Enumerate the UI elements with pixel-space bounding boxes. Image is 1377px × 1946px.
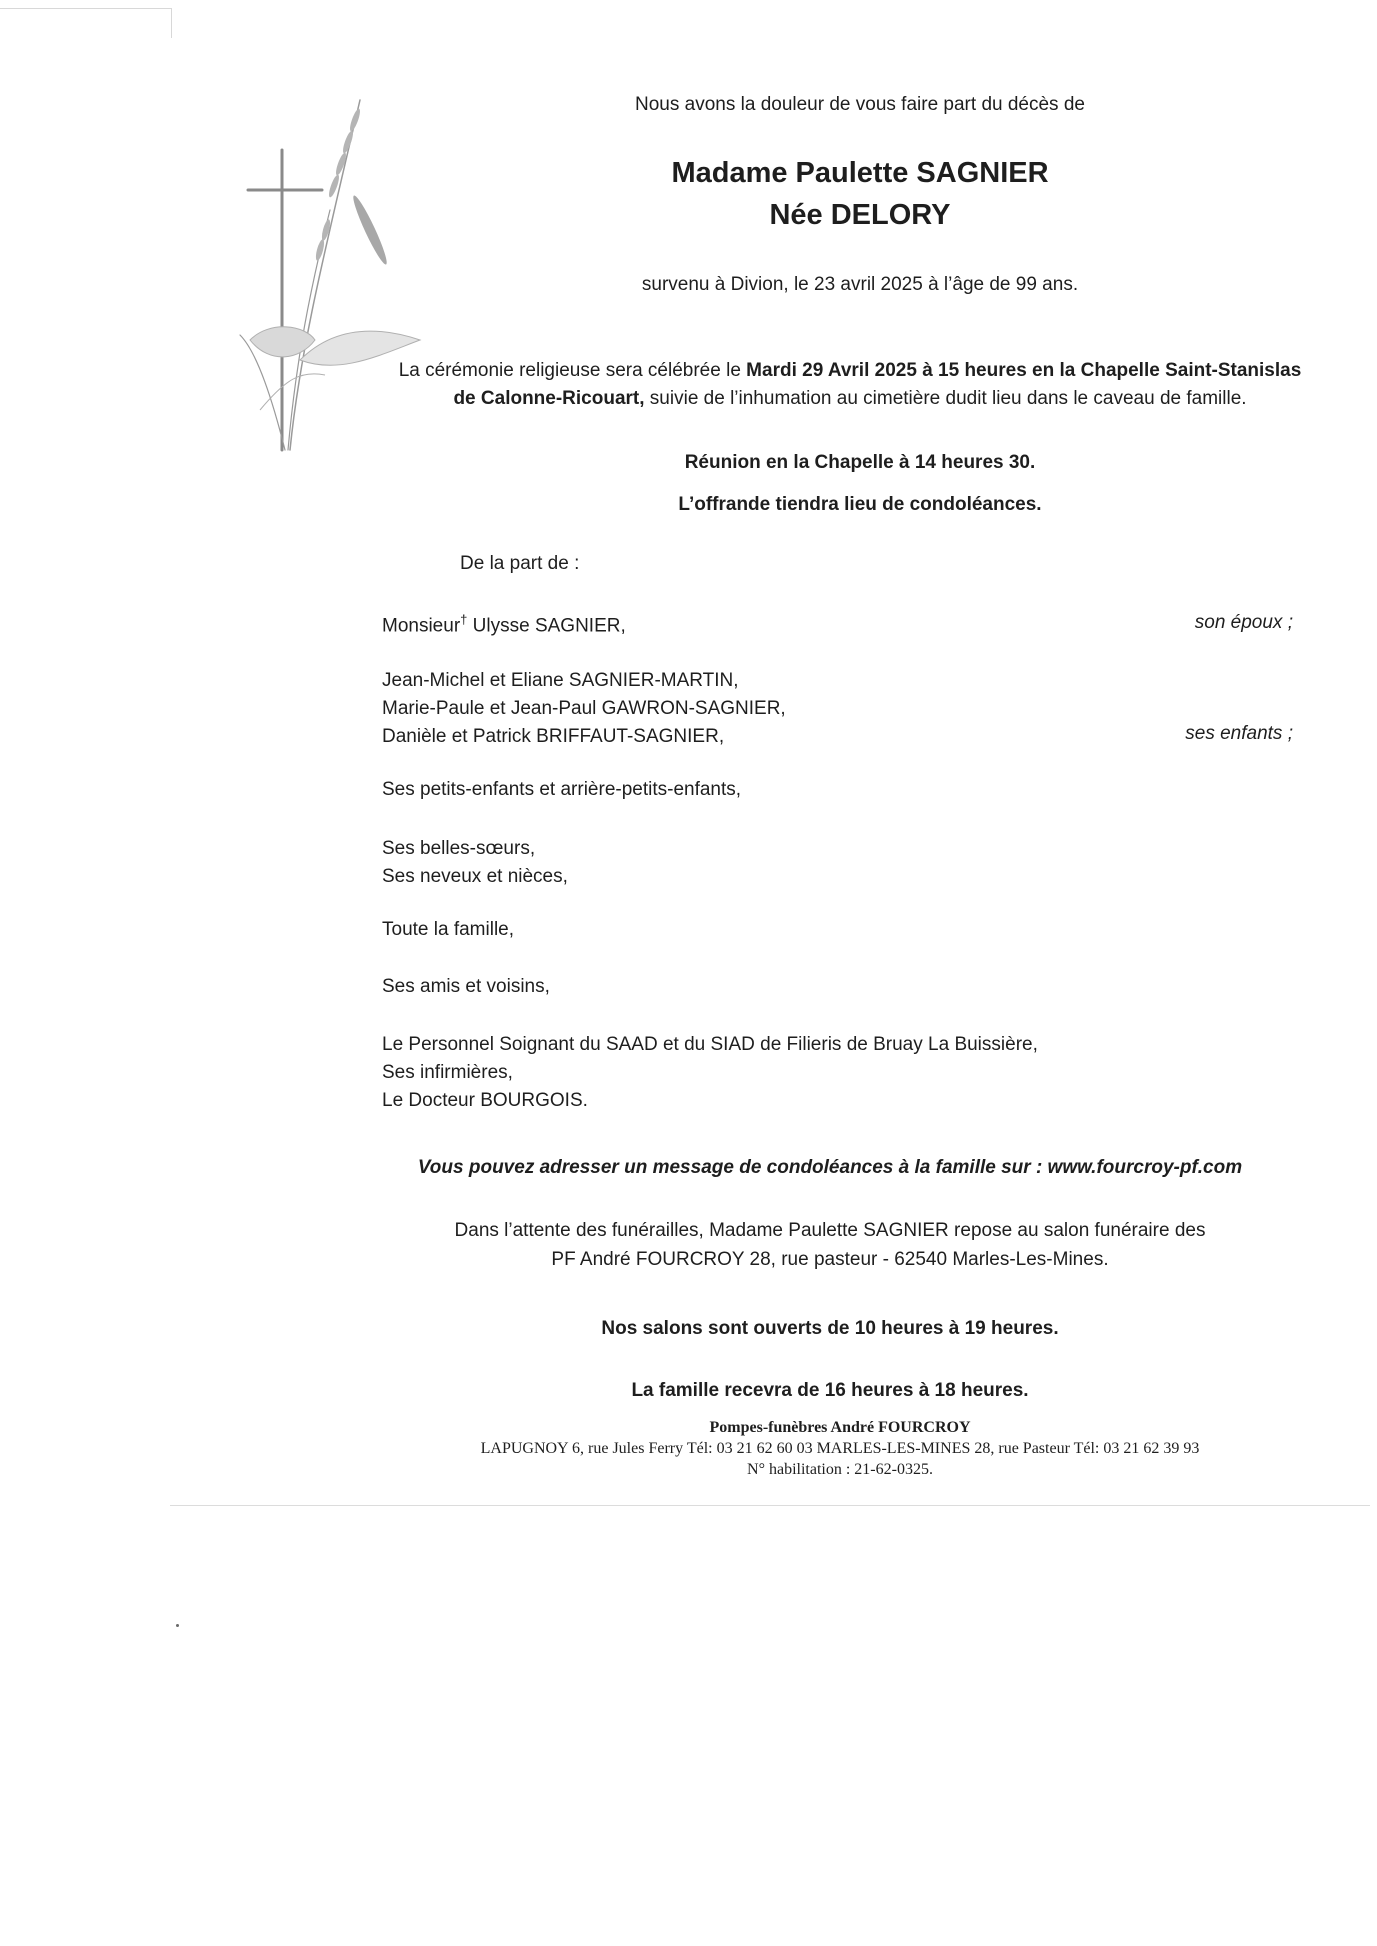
care-line: Le Personnel Soignant du SAAD et du SIAD de Filieris de Bruay La Buissière, [382, 1034, 1038, 1055]
waiting-info [380, 1216, 1280, 1274]
scan-speck [176, 1624, 179, 1627]
opening-hours: Nos salons sont ouverts de 10 heures à 19 heures. [601, 1318, 1059, 1339]
inlaws-line: Ses belles-sœurs, [382, 838, 536, 859]
grandchildren: Ses petits-enfants et arrière-petits-enfants, [382, 779, 742, 800]
waiting-line: Dans l’attente des funérailles, Madame Paulette SAGNIER repose au salon funéraire des [454, 1220, 1206, 1241]
spouse-name [382, 612, 626, 637]
care-line: Le Docteur BOURGOIS. [382, 1090, 588, 1111]
all-family: Toute la famille, [382, 919, 515, 940]
footer-license: N° habilitation : 21-62-0325. [747, 1461, 933, 1478]
ceremony-town: de Calonne-Ricouart, [453, 388, 645, 409]
footer-company: Pompes-funèbres André FOURCROY [709, 1419, 971, 1436]
condolence-message: Vous pouvez adresser un message de condoléances à la famille sur : www.fourcroy-pf.com [417, 1157, 1243, 1178]
child-line: Marie-Paule et Jean-Paul GAWRON-SAGNIER, [382, 698, 786, 719]
maiden-name-line: Née DELORY [769, 199, 951, 231]
offering-note: L’offrande tiendra lieu de condoléances. [678, 494, 1042, 515]
scan-edge-top [0, 8, 172, 9]
spouse-name-rest: Ulysse SAGNIER, [467, 615, 626, 637]
cross-and-wheat-illustration [230, 90, 430, 470]
care-staff-list [382, 1031, 1038, 1115]
inlaws-list [382, 835, 568, 891]
scan-edge-left [171, 8, 172, 38]
ceremony-text-2: suivie de l’inhumation au cimetière dudit lieu dans le caveau de famille. [644, 388, 1247, 409]
death-notice: survenu à Divion, le 23 avril 2025 à l’âge de 99 ans. [641, 274, 1079, 295]
spouse-relation: son époux ; [1194, 612, 1293, 633]
ceremony-text-1: La cérémonie religieuse sera célébrée le [398, 360, 747, 381]
funeral-home-footer [380, 1417, 1300, 1480]
friends: Ses amis et voisins, [382, 976, 550, 997]
footer-addresses: LAPUGNOY 6, rue Jules Ferry Tél: 03 21 62 60 03 MARLES-LES-MINES 28, rue Pasteur Tél: 03 21 62 39 93 [480, 1440, 1200, 1457]
ceremony-details [370, 357, 1330, 413]
from-label: De la part de : [460, 553, 580, 574]
inlaws-line: Ses neveux et nièces, [382, 866, 568, 887]
spouse-title: Monsieur [382, 615, 461, 637]
ceremony-date-place: Mardi 29 Avril 2025 à 15 heures en la Chapelle Saint-Stanislas [746, 360, 1302, 381]
child-line: Danièle et Patrick BRIFFAUT-SAGNIER, [382, 726, 725, 747]
deceased-name [560, 152, 1160, 236]
family-reception: La famille recevra de 16 heures à 18 heures. [631, 1380, 1029, 1401]
children-list [382, 667, 786, 751]
intro-text: Nous avons la douleur de vous faire part du décès de [635, 94, 1085, 115]
deceased-cross-mark: † [460, 612, 468, 627]
children-relation: ses enfants ; [1185, 723, 1293, 744]
child-line: Jean-Michel et Eliane SAGNIER-MARTIN, [382, 670, 739, 691]
meeting-time: Réunion en la Chapelle à 14 heures 30. [684, 452, 1036, 473]
care-line: Ses infirmières, [382, 1062, 513, 1083]
waiting-line: PF André FOURCROY 28, rue pasteur - 62540 Marles-Les-Mines. [551, 1249, 1109, 1270]
page-bottom-rule [170, 1505, 1370, 1506]
deceased-name-line: Madame Paulette SAGNIER [671, 157, 1049, 189]
